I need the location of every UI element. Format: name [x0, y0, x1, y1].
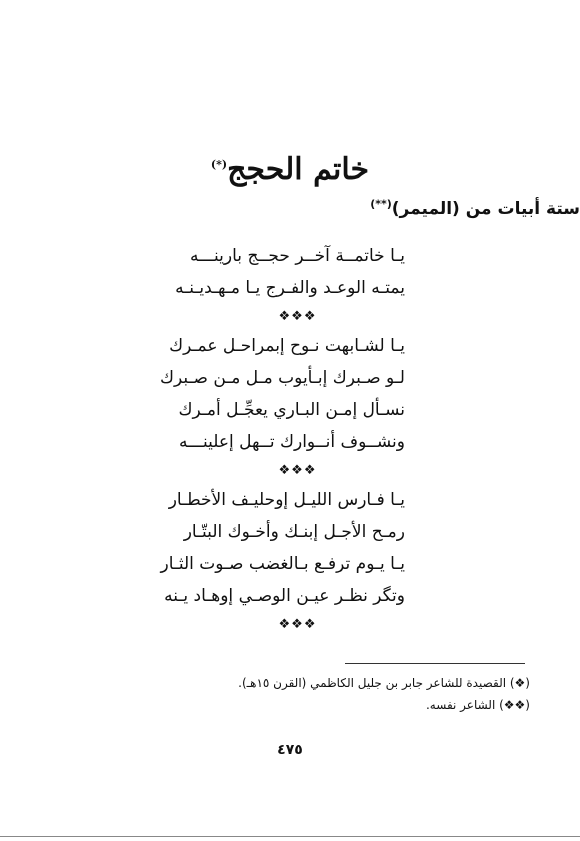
- stanza-separator: ❖❖❖: [278, 463, 317, 478]
- verse-line: يـا فـارس الليـل إوحليـف الأخطـار: [168, 490, 405, 510]
- title-footnote-marker: (*): [210, 158, 228, 171]
- verse-line: يـا لشـابهت نـوح إبمراحـل عمـرك: [169, 336, 405, 356]
- footnote-2: (❖❖) الشاعر نفسه.: [425, 698, 530, 712]
- poem-subtitle: [240, 196, 580, 222]
- poem-title-text: خاتم الحجج: [227, 152, 370, 187]
- subtitle-footnote-marker: (**): [370, 197, 392, 211]
- stanza-separator: ❖❖❖: [278, 617, 317, 632]
- footnote-divider: [345, 663, 525, 664]
- footnote-1: (❖) القصيدة للشاعر جابر بن جليل الكاظمي (القرن ١٥هـ).: [238, 676, 530, 690]
- verse-line: يـا خاتمــة آخــر حجــج بارينـــه: [190, 246, 405, 266]
- poem-body: [160, 240, 405, 638]
- verse-line: نسـأل إمـن البـاري يعجِّـل أمـرك: [178, 400, 405, 420]
- poem-title: [200, 150, 380, 190]
- footnotes: [230, 672, 530, 716]
- poem-subtitle-text: ستة أبيات من (الميمر): [391, 199, 580, 219]
- verse-line: يمتـه الوعـد والفـرج يـا مـهـديـنـه: [175, 278, 405, 298]
- verse-line: ونشــوف أنــوارك تــهل إعلينـــه: [178, 432, 405, 452]
- stanza-separator: ❖❖❖: [278, 309, 317, 324]
- verse-line: يـا يـوم ترفـع بـالغضب صـوت الثـار: [160, 554, 405, 574]
- verse-line: لـو صـبرك إبـأيوب مـل مـن صـبرك: [160, 368, 405, 388]
- page-number: ٤٧٥: [277, 742, 303, 758]
- verse-line: وتگر نظـر عيـن الوصـي إوهـاد يـنه: [164, 586, 405, 606]
- verse-line: رمـح الأجـل إبنـك وأخـوك البتّـار: [183, 522, 405, 542]
- page-bottom-edge: [0, 836, 580, 837]
